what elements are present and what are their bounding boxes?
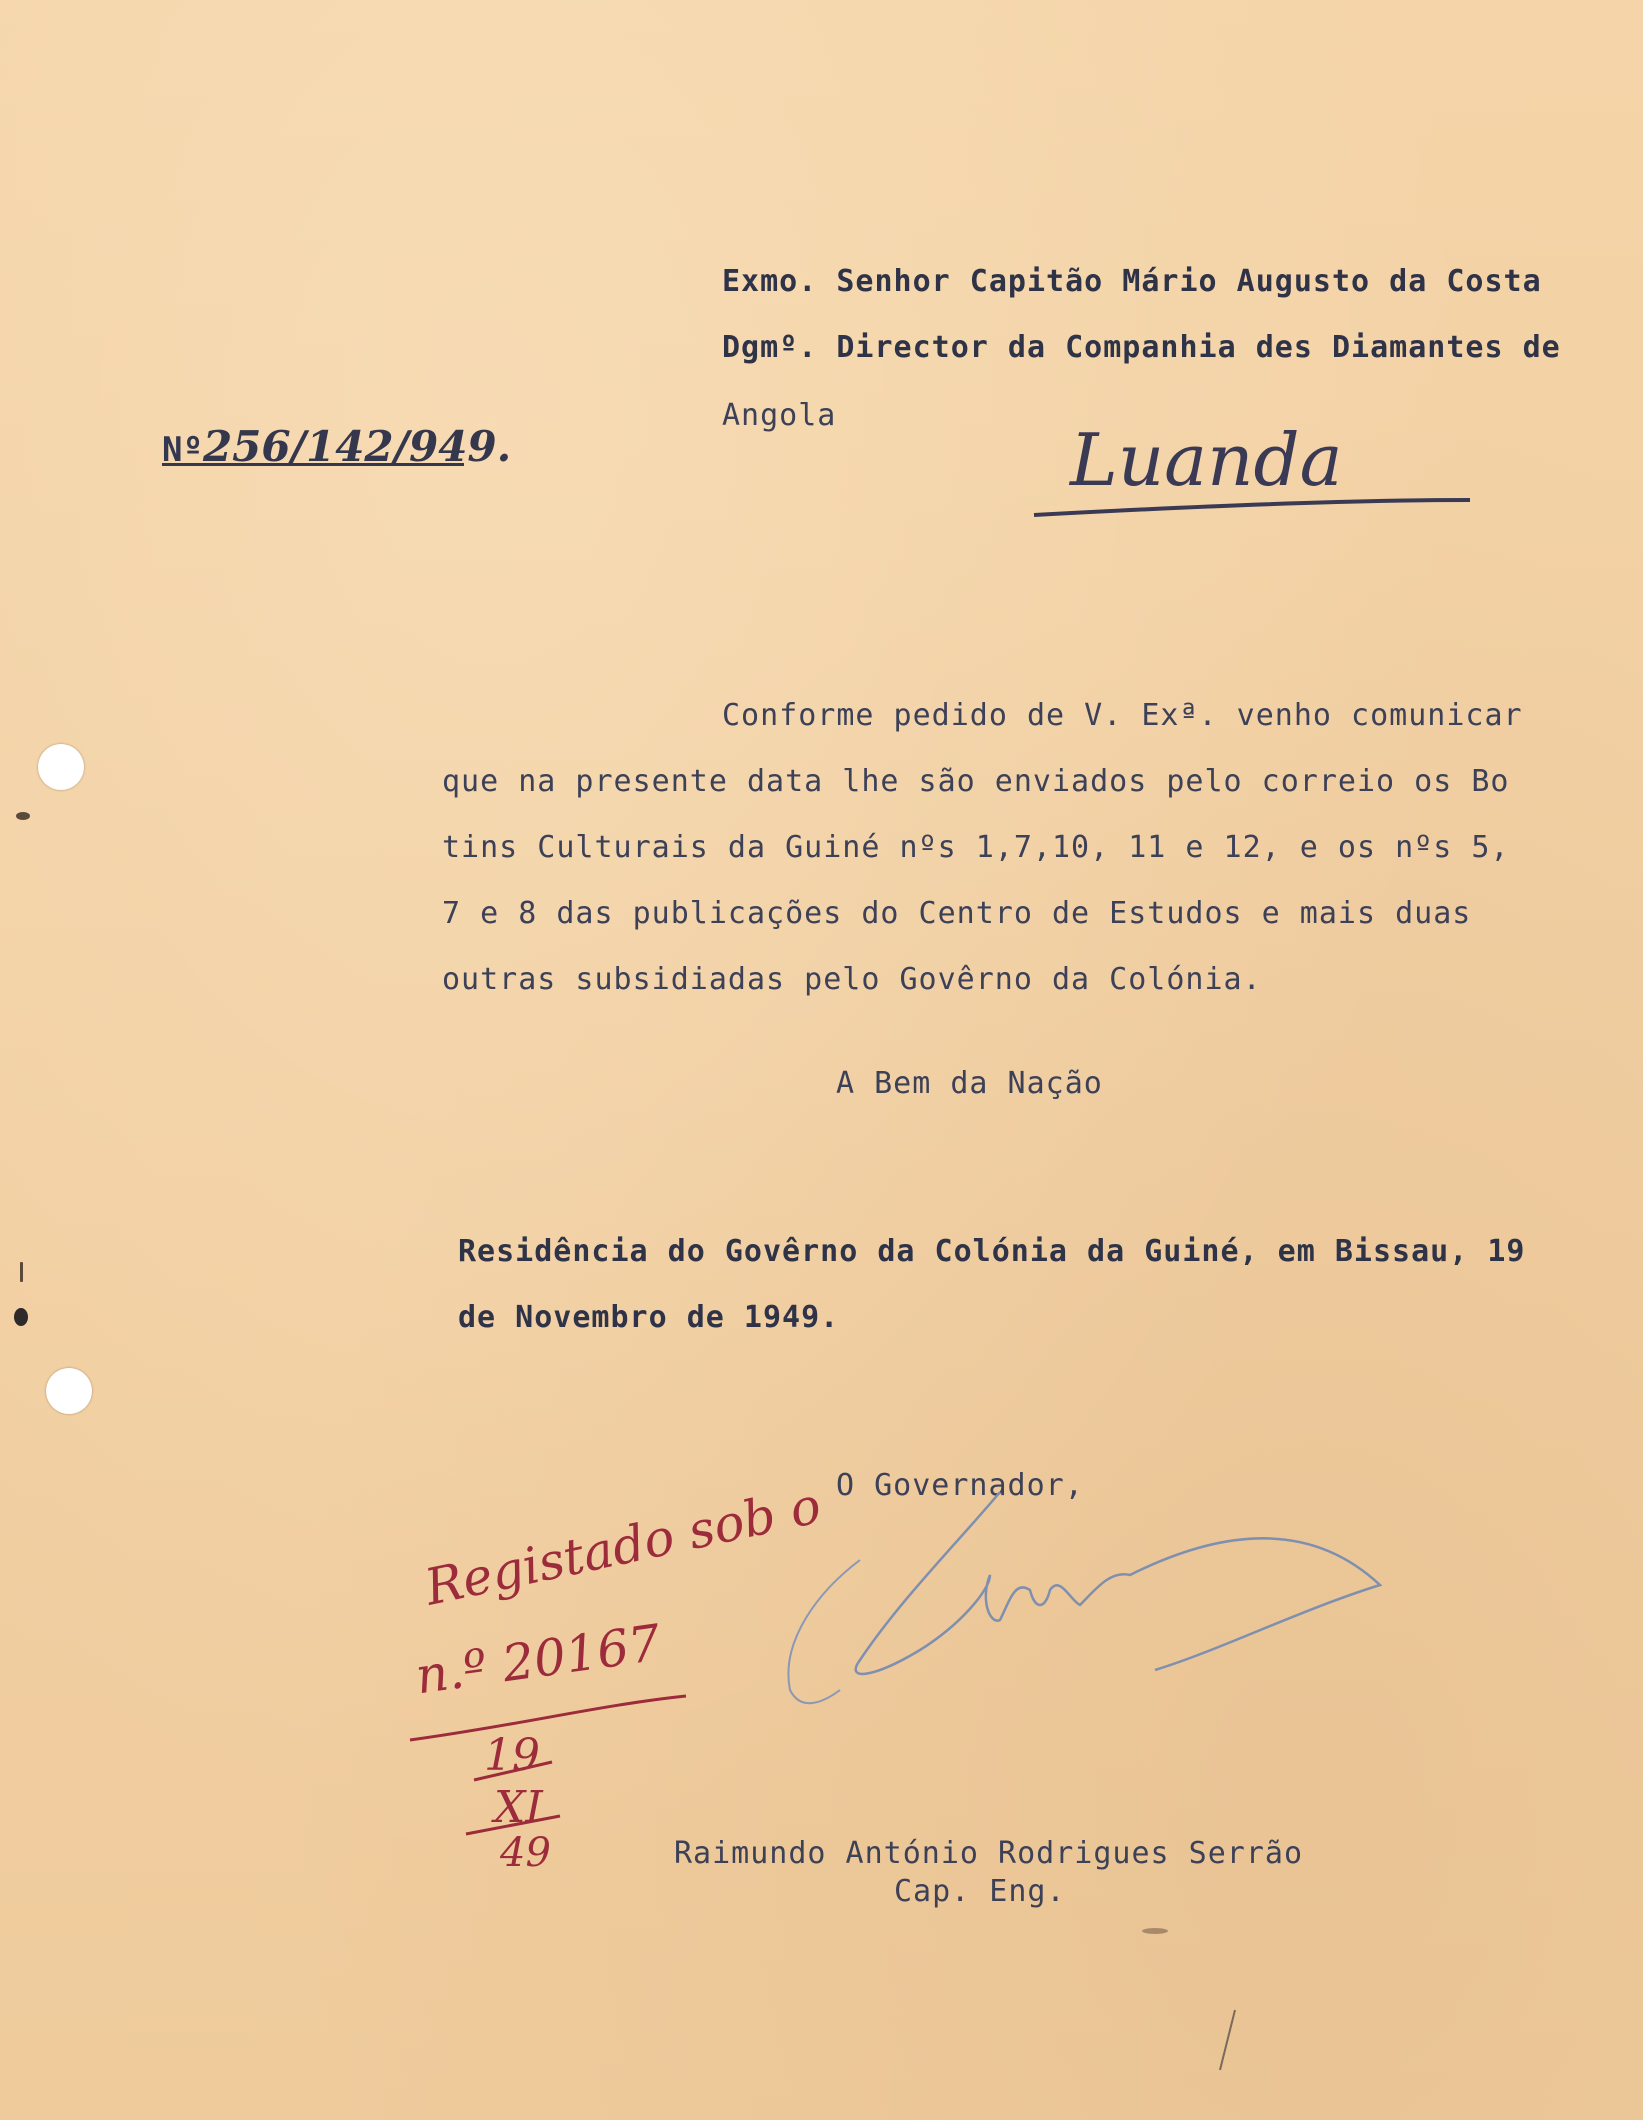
reference-number-value: 256/142/949. xyxy=(202,422,512,471)
body-line-2: que na presente data lhe são enviados pelo correio os Bo xyxy=(442,764,1510,799)
city-underline xyxy=(1034,500,1470,515)
signatory-rank: Cap. Eng. xyxy=(894,1874,1066,1909)
addressee-line-2: Dgmº. Director da Companhia des Diamantes de xyxy=(722,330,1561,365)
signatory-name: Raimundo António Rodrigues Serrão xyxy=(674,1836,1304,1871)
body-line-4: 7 e 8 das publicações do Centro de Estudos e mais duas xyxy=(442,896,1472,931)
governor-signature xyxy=(856,1492,1380,1674)
place-date-line-2: de Novembro de 1949. xyxy=(458,1300,840,1335)
signatory-title: O Governador, xyxy=(836,1468,1084,1503)
body-line-3: tins Culturais da Guiné nºs 1,7,10, 11 e 12, e os nºs 5, xyxy=(442,830,1510,865)
punch-hole-bottom xyxy=(46,1368,92,1414)
margin-mark xyxy=(1220,2010,1235,2070)
registry-date-year: 49 xyxy=(500,1830,551,1876)
place-date-line-1: Residência do Govêrno da Colónia da Guiné, em Bissau, 19 xyxy=(458,1234,1526,1269)
closing-salutation: A Bem da Nação xyxy=(836,1066,1103,1101)
signature-flourish xyxy=(788,1560,860,1703)
addressee-city-handwritten: Luanda xyxy=(1070,418,1343,502)
ink-speck xyxy=(16,812,30,820)
addressee-line-1: Exmo. Senhor Capitão Mário Augusto da Costa xyxy=(722,264,1542,299)
body-line-1: Conforme pedido de V. Exª. venho comunicar xyxy=(722,698,1523,733)
registry-fraction-line-2 xyxy=(466,1816,560,1834)
ink-speck xyxy=(14,1308,28,1326)
registry-note-line-1: Registado sob o xyxy=(420,1476,826,1617)
registry-date-month: XI xyxy=(494,1782,543,1833)
stain-mark xyxy=(1142,1928,1168,1934)
ink-speck xyxy=(20,1262,23,1282)
registry-note-line-2: n.º 20167 xyxy=(412,1613,665,1706)
reference-prefix: Nº xyxy=(162,430,203,470)
punch-hole-top xyxy=(38,744,84,790)
addressee-line-3: Angola xyxy=(722,398,837,433)
registry-date-day: 19 xyxy=(484,1730,540,1781)
registry-underline xyxy=(410,1696,686,1740)
body-line-5: outras subsidiadas pelo Govêrno da Colónia. xyxy=(442,962,1262,997)
registry-fraction-line-1 xyxy=(474,1762,552,1780)
